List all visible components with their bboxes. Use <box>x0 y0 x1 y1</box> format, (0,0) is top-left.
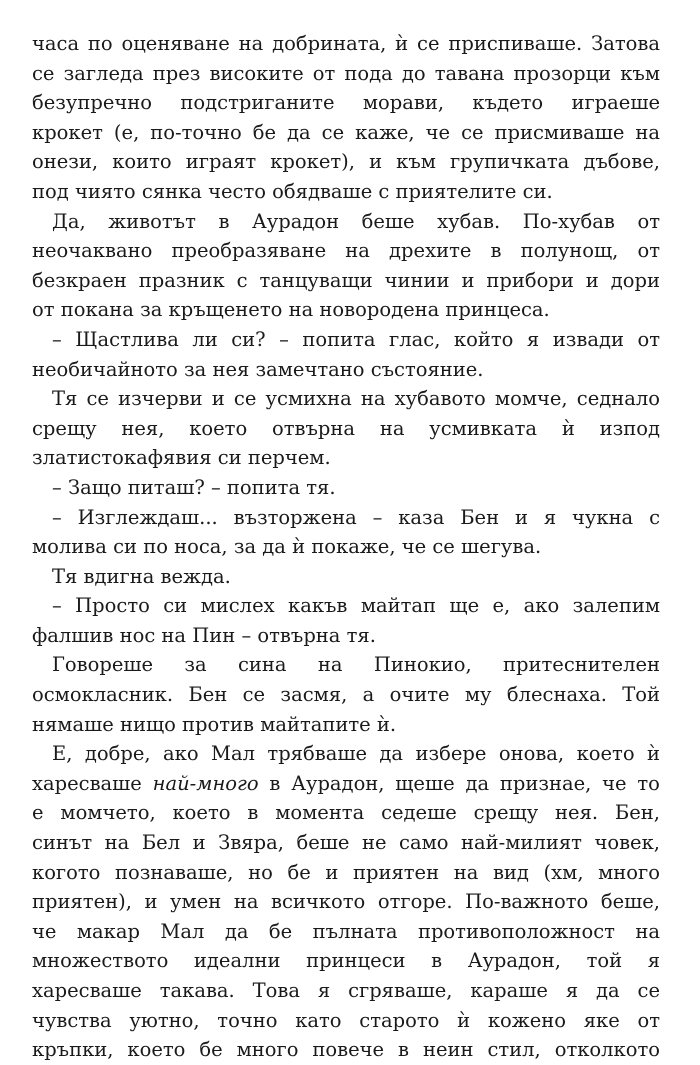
text-line: харесваше такава. Това я сгряваше, караше я да се <box>32 979 660 1002</box>
text-line: фалшив нос на Пин – отвърна тя. <box>32 623 376 647</box>
text-line: – Изглеждаш... възторжена – каза Бен и я чукна с <box>52 505 660 529</box>
text-line: Тя се изчерви и се усмихна на хубавото момче, седнало <box>52 387 660 411</box>
text-line: безкраен празник с танцуващи чинии и прибори и дори <box>32 268 660 292</box>
text-line: срещу нея, което отвърна на усмивката ѝ изпод <box>32 416 660 440</box>
text-line: множеството идеални принцеси в Аурадон, той я <box>32 949 660 973</box>
text-line: неочаквано преобразяване на дрехите в полунощ, от <box>32 239 660 263</box>
text-line: Говореше за сина на Пинокио, притеснителен <box>52 653 660 677</box>
text-line: крокет (е, по-точно бе да се каже, че се присмиваше на <box>32 120 660 144</box>
text-line: от покана за кръщенето на новородена принцеса. <box>32 298 550 322</box>
text-line: чувства уютно, точно като старото ѝ кожено яке от <box>32 1008 660 1032</box>
text-line: часа по оценяване на добрината, ѝ се приспиваше. Затова <box>32 32 660 55</box>
text-line: че макар Мал да бе пълната противоположност на <box>32 919 660 943</box>
text-line: Тя вдигна вежда. <box>52 564 231 588</box>
text-line: кръпки, което бе много повече в неин стил, отколкото <box>32 1038 660 1062</box>
text-line: онези, които играят крокет), и към групичката дъбове, <box>32 150 660 174</box>
text-segment: харесваше <box>32 771 153 795</box>
text-line: златистокафявия си перчем. <box>32 446 331 470</box>
text-line: – Защо питаш? – попита тя. <box>52 475 336 499</box>
text-line: безупречно подстриганите морави, където играеше <box>32 91 660 115</box>
text-line: Да, животът в Аурадон беше хубав. По-хубав от <box>52 209 660 233</box>
text-line: приятен), и умен на всичкото отгоре. По-важното беше, <box>32 890 660 914</box>
text-line: Е, добре, ако Мал трябваше да избере онова, което ѝ <box>52 742 660 766</box>
text-line: под чиято сянка често обядваше с приятелите си. <box>32 179 553 203</box>
emphasized-text: най-много <box>152 771 259 795</box>
text-line: – Просто си мислех какъв майтап ще е, ако залепим <box>52 594 660 618</box>
text-line <box>32 769 660 799</box>
text-line: осмокласник. Бен се засмя, а очите му блеснаха. Той <box>32 683 660 707</box>
text-line: се загледа през високите от пода до тавана прозорци към <box>32 61 660 85</box>
text-line: когото познаваше, но бе и приятен на вид (хм, много <box>32 860 660 884</box>
text-segment: в Аурадон, щеше да признае, че то <box>258 771 660 795</box>
text-line: молива си по носа, за да ѝ покаже, че се шегува. <box>32 535 542 559</box>
text-line: е момчето, което в момента седеше срещу нея. Бен, <box>32 801 660 825</box>
page-text <box>32 29 660 1065</box>
text-line: – Щастлива ли си? – попита глас, който я извади от <box>52 327 660 351</box>
text-line: синът на Бел и Звяра, беше не само най-милият човек, <box>32 831 660 855</box>
text-line: нямаше нищо против майтапите ѝ. <box>32 712 397 736</box>
text-line: необичайното за нея замечтано състояние. <box>32 357 484 381</box>
